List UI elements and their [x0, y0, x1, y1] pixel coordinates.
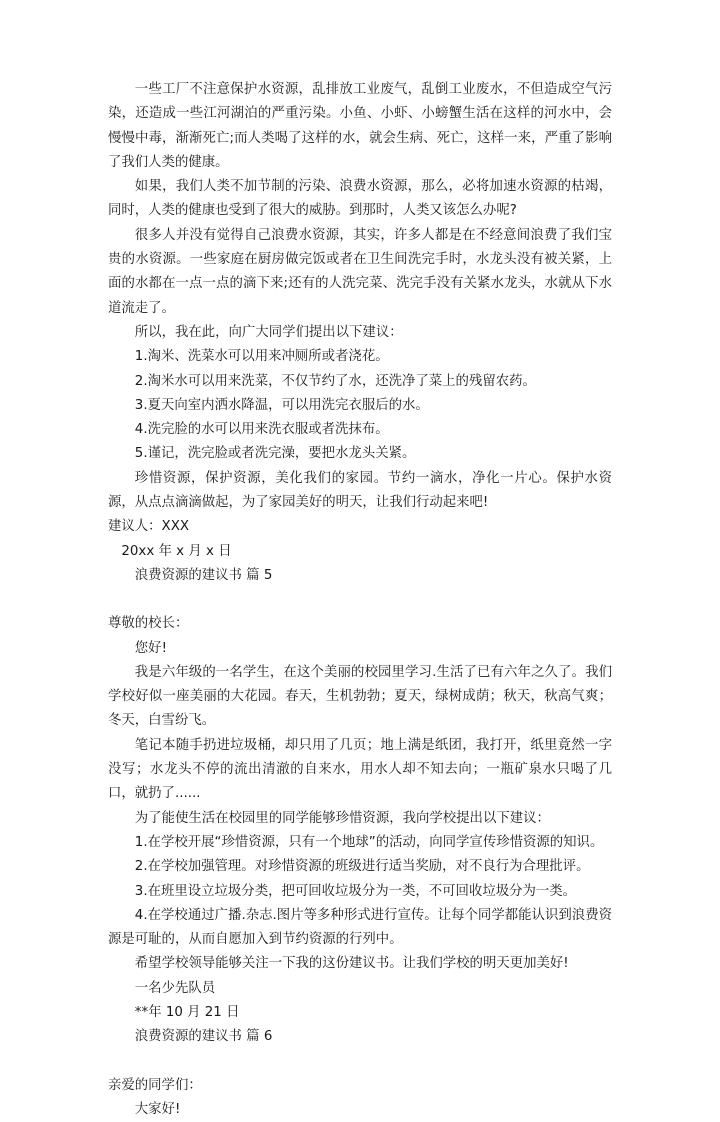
signer-line: 一名少先队员: [134, 980, 216, 996]
greeting-classmates: 大家好!: [134, 1101, 181, 1117]
proposer-line: 建议人：XXX: [108, 519, 190, 535]
school-suggestion-4: 4.在学校通过广播.杂志.图片等多种形式进行宣传。让每个同学都能认识到浪费资源是可耻的，从而自愿加入到节约资源的行列中。: [108, 907, 612, 948]
school-suggestion-3: 3.在班里设立垃圾分类，把可回收垃圾分为一类，不可回收垃圾分为一类。: [134, 883, 577, 899]
section-heading-6: 浪费资源的建议书 篇 6: [134, 1029, 273, 1045]
paragraph-many-people: 很多人并没有觉得自己浪费水资源，其实，许多人都是在不经意间浪费了我们宝贵的水资源。一些家庭在厨房做完饭或者在卫生间洗完手时，水龙头没有被关紧，上面的水都在一点一点的滴下来;还有的人洗完菜、洗完手没有关紧水龙头，水就从下水道流走了。: [108, 227, 612, 316]
suggestion-item-1: 1.淘米、洗菜水可以用来冲厕所或者浇花。: [134, 349, 389, 365]
suggestion-item-3: 3.夏天向室内洒水降温，可以用洗完衣服后的水。: [134, 397, 429, 413]
school-suggestion-2: 2.在学校加强管理。对珍惜资源的班级进行适当奖励，对不良行为合理批评。: [134, 859, 590, 875]
salutation-classmates: 亲爱的同学们：: [108, 1077, 202, 1093]
section-heading-5: 浪费资源的建议书 篇 5: [134, 567, 273, 583]
suggestion-item-5: 5.谨记，洗完脸或者洗完澡，要把水龙头关紧。: [134, 446, 416, 462]
paragraph-student-intro: 我是六年级的一名学生，在这个美丽的校园里学习.生活了已有六年之久了。我们学校好似一座美丽的大花园。春天，生机勃勃；夏天，绿树成荫；秋天，秋高气爽；冬天，白雪纷飞。: [108, 664, 612, 729]
date-line-5: **年 10 月 21 日: [134, 1004, 240, 1020]
paragraph-conclusion: 珍惜资源，保护资源，美化我们的家园。节约一滴水，净化一片心。保护水资源，从点点滴滴做起，为了家园美好的明天，让我们行动起来吧!: [108, 470, 612, 511]
suggestion-item-2: 2.淘米水可以用来洗菜，不仅节约了水，还洗净了菜上的残留农药。: [134, 373, 536, 389]
paragraph-suggestions-intro-5: 为了能使生活在校园里的同学能够珍惜资源，我向学校提出以下建议：: [134, 810, 550, 826]
paragraph-factory-pollution: 一些工厂不注意保护水资源，乱排放工业废气，乱倒工业废水，不但造成空气污染，还造成一些江河湖泊的严重污染。小鱼、小虾、小螃蟹生活在这样的河水中，会慢慢中毒，渐渐死亡;而人类喝了这样的水，就会生病、死亡，这样一来，严重了影响了我们人类的健康。: [108, 82, 612, 170]
date-line: 20xx 年 x 月 x 日: [121, 543, 232, 559]
suggestion-item-4: 4.洗完脸的水可以用来洗衣服或者洗抹布。: [134, 422, 389, 438]
paragraph-hope: 希望学校领导能够关注一下我的这份建议书。让我们学校的明天更加美好!: [134, 956, 569, 972]
paragraph-if-waste: 如果，我们人类不加节制的污染、浪费水资源，那么，必将加速水资源的枯竭，同时，人类的健康也受到了很大的威胁。到那时，人类又该怎么办呢?: [108, 179, 612, 219]
school-suggestion-1: 1.在学校开展“珍惜资源，只有一个地球”的活动，向同学宣传珍惜资源的知识。: [134, 834, 604, 850]
salutation-principal: 尊敬的校长：: [108, 616, 189, 632]
paragraph-waste-observed: 笔记本随手扔进垃圾桶，却只用了几页；地上满是纸团，我打开，纸里竟然一字没写；水龙头不停的流出清澈的自来水，用水人却不知去向；一瓶矿泉水只喝了几口，就扔了......: [108, 737, 612, 802]
paragraph-suggestions-intro: 所以，我在此，向广大同学们提出以下建议：: [134, 324, 403, 340]
greeting-principal: 您好!: [134, 640, 167, 656]
document-body: [108, 78, 612, 1122]
